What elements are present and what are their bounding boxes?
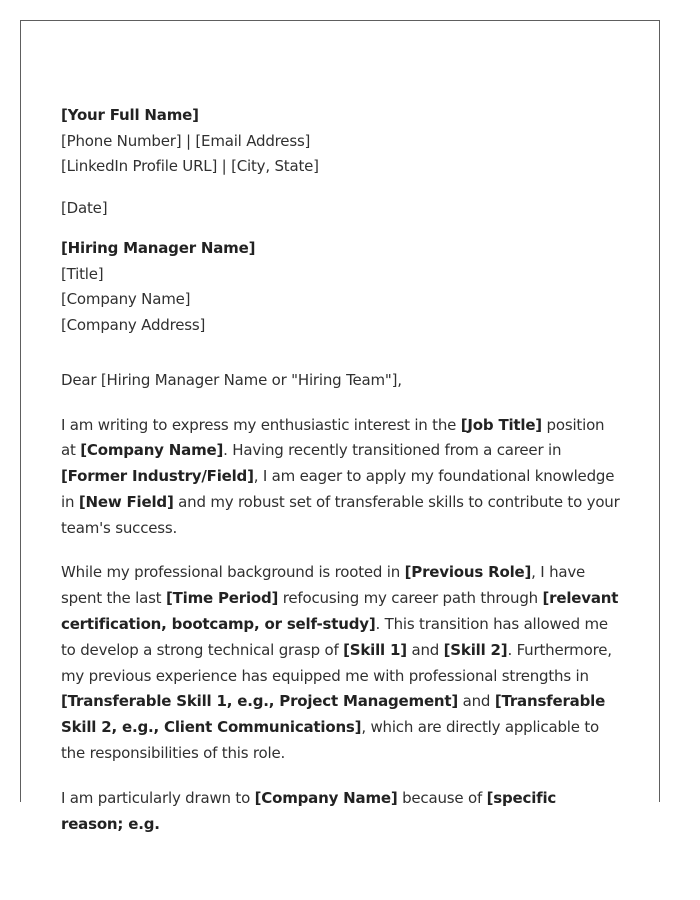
recipient-title: [Title] <box>61 264 104 283</box>
paragraph-1 <box>61 413 621 542</box>
recipient-address: [Company Address] <box>61 315 206 334</box>
p1-placeholder: [Former Industry/Field] <box>61 467 254 486</box>
p2-text: , I have spent the last <box>61 563 586 608</box>
sender-name: [Your Full Name] <box>61 106 199 124</box>
p1-placeholder: [New Field] <box>78 492 174 511</box>
p2-placeholder: [Transferable Skill 2, e.g., Client Communications] <box>61 692 606 737</box>
p2-text: While my professional background is rooted in <box>61 563 405 582</box>
p1-text: . Having recently transitioned from a career in <box>223 441 562 460</box>
p2-text: and <box>406 640 444 659</box>
p2-placeholder: [Skill 2] <box>443 640 508 659</box>
p2-text: . Furthermore, my previous experience has equipped me with professional strengths in <box>61 640 612 685</box>
recipient-name: [Hiring Manager Name] <box>61 239 256 257</box>
paragraph-2 <box>61 560 621 766</box>
p2-text: and <box>458 692 495 711</box>
p3-text: because of <box>397 788 487 807</box>
p2-text: . This transition has allowed me to develop a strong technical grasp of <box>61 615 608 659</box>
p1-placeholder: [Company Name] <box>80 441 224 460</box>
p1-text: and my robust set of transferable skills to contribute to your team's success. <box>61 492 620 537</box>
date-line: [Date] <box>61 198 108 217</box>
recipient-block <box>61 236 621 338</box>
p2-placeholder: [relevant certification, bootcamp, or self-study] <box>61 589 619 634</box>
recipient-company: [Company Name] <box>61 290 191 308</box>
salutation: Dear [Hiring Manager Name or "Hiring Team"], <box>61 371 402 389</box>
p1-text: , I am eager to apply my foundational knowledge in <box>61 467 615 511</box>
p2-placeholder: [Previous Role] <box>404 563 532 582</box>
p3-text: I am particularly drawn to <box>61 788 255 807</box>
cover-letter <box>61 103 621 837</box>
p2-text: refocusing my career path through <box>278 589 543 608</box>
p1-text: I am writing to express my enthusiastic interest in the <box>61 415 461 434</box>
paragraph-3 <box>61 786 621 838</box>
sender-contact-line-2: [LinkedIn Profile URL] | [City, State] <box>61 157 319 175</box>
p3-placeholder: [Company Name] <box>254 788 398 807</box>
sender-contact-line-1: [Phone Number] | [Email Address] <box>61 131 311 150</box>
p2-text: , which are directly applicable to the responsibilities of this role. <box>61 718 599 763</box>
document-page <box>20 20 660 833</box>
p2-placeholder: [Skill 1] <box>343 640 407 659</box>
p1-text: position at <box>61 415 605 460</box>
p3-placeholder: [specific reason; e.g. <box>61 788 557 833</box>
p1-placeholder: [Job Title] <box>460 415 542 434</box>
p2-placeholder: [Time Period] <box>165 589 279 608</box>
sender-block <box>61 103 621 180</box>
p2-placeholder: [Transferable Skill 1, e.g., Project Management] <box>61 692 459 711</box>
